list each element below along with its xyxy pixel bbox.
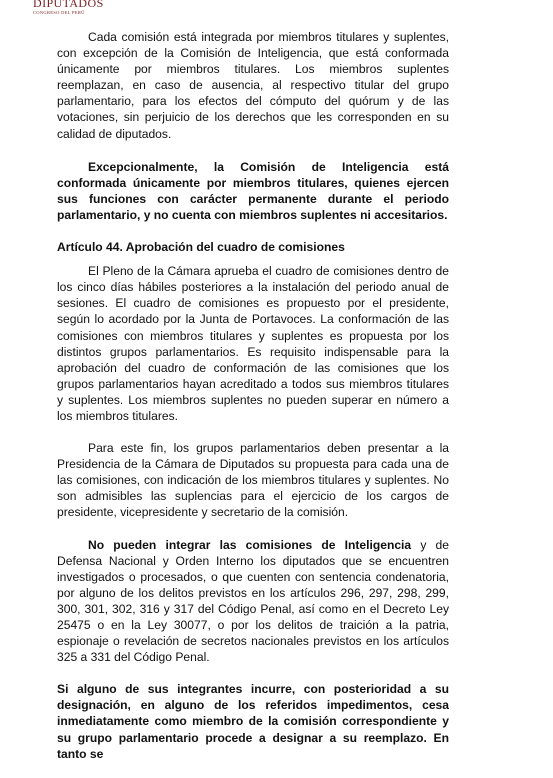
paragraph-restrictions: [57, 537, 449, 666]
paragraph-commission-composition: Cada comisión está integrada por miembros titulares y suplentes, con excepción de la Comisión de Inteligencia, que está conformada únicamente por miembros titulares. Los miembros suplentes reemplazan, en caso de ausencia, al respectivo titular del grupo parlamentario, para los efectos del cómputo del quórum y de las votaciones, sin perjuicio de los derechos que les corresponden en su calidad de diputados.: [57, 30, 449, 141]
paragraph-impediment-cessation: Si alguno de sus integrantes incurre, con posterioridad a su designación, en alguno de los referidos impedimentos, cesa inmediatamente como miembro de la comisión correspondiente y su grupo parlamentario procede a designar a su reemplazo. En tanto se: [57, 682, 449, 761]
paragraph-proposal-submission: Para este fin, los grupos parlamentarios deben presentar a la Presidencia de la Cámara de Diputados su propuesta para cada una de las comisiones, con indicación de los miembros titulares y suplentes. No son admisibles las suplencias para el ejercicio de los cargos de presidente, vicepresidente y secretario de la comisión.: [57, 441, 449, 520]
restrictions-text: y de Defensa Nacional y Orden Interno los diputados que se encuentren investigados o procesados, o que cuenten con sentencia condenatoria, por alguno de los delitos previstos en los artículos 296, 297, 298, 299, 300, 301, 302, 316 y 317 del Código Penal, así como en el Decreto Ley 25475 o en la Ley 30077, o por los delitos de traición a la patria, espionaje o revelación de secretos nacionales previstos en los artículos 325 a 331 del Código Penal.: [57, 537, 449, 665]
paragraph-approval-process: El Pleno de la Cámara aprueba el cuadro de comisiones dentro de los cinco días hábiles posteriores a la instalación del periodo anual de sesiones. El cuadro de comisiones es propuesto por el presidente, según lo acordado por la Junta de Portavoces. La conformación de las comisiones con miembros titulares y suplentes es propuesta por los distintos grupos parlamentarios. Es requisito indispensable para la aprobación del cuadro de conformación de las comisiones que los grupos parlamentarios hayan acreditado a todos sus miembros titulares y suplentes. Los miembros suplentes no pueden superar en número a los miembros titulares.: [57, 264, 449, 423]
chamber-logo: [33, 0, 113, 15]
logo-subtitle: CONGRESO DEL PERÚ: [33, 10, 85, 15]
restrictions-bold-lead: No pueden integrar las comisiones de Inteligencia: [88, 537, 412, 552]
logo-title: DIPUTADOS: [33, 0, 104, 10]
article-heading: Artículo 44. Aprobación del cuadro de comisiones: [57, 240, 345, 255]
paragraph-intelligence-commission: Excepcionalmente, la Comisión de Inteligencia está conformada únicamente por miembros titulares, quienes ejercen sus funciones con carácter permanente durante el periodo parlamentario, y no cuenta con miembros suplentes ni accesitarios.: [57, 159, 449, 222]
document-body: [57, 29, 449, 778]
